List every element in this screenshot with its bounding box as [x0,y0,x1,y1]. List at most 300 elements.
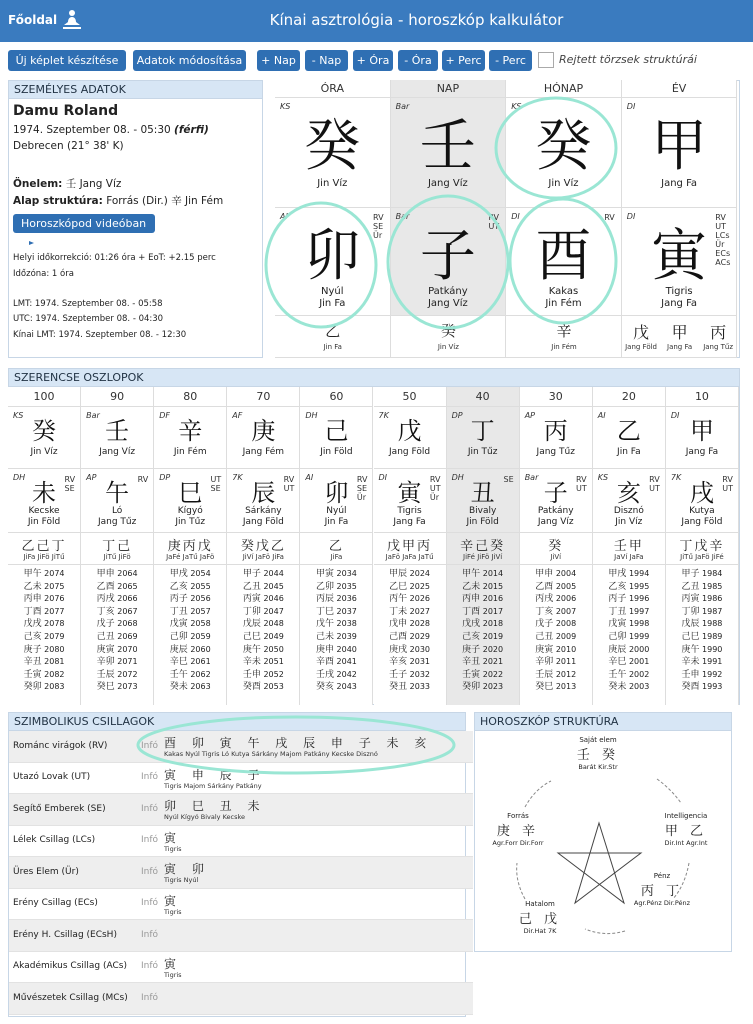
year-cyclic: 乙亥 [169,581,188,592]
year-cyclic: 丁亥 [535,606,554,617]
star-info-link[interactable]: Infó [141,961,159,972]
star-tag: ACs [715,258,731,267]
year-cyclic: 甲戌 [608,569,627,579]
stem-char: 癸 [535,114,592,179]
luck-branch-element: Jin Föld [466,517,499,527]
year-number: 2072 [117,669,138,679]
year-cyclic: 丙申 [462,594,481,605]
year-number: 2044 [263,569,284,578]
time-correction: Helyi időkorrekció: 01:26 óra + EoT: +2.15 perc [13,253,216,263]
star-info-link[interactable]: Infó [141,929,159,940]
structure-chars: 庚 辛 [496,824,540,839]
stars-header: SZIMBOLIKUS CSILLAGOK [9,713,465,731]
luck-age-4: 60 [300,387,373,407]
luck-hidden-labels: JaFé JaTű JaFö [166,553,215,561]
year-number: 2045 [263,581,284,591]
year-cyclic: 壬午 [608,669,627,680]
luck-hidden-labels: JiVí JaFö JiFa [242,553,284,561]
luck-stem-tag: DI [670,411,680,420]
year-cyclic: 丁卯 [681,606,700,617]
luck-stem-tag: AF [232,411,243,420]
highlight-circle [496,98,616,198]
star-name: Románc virágok (RV) [13,740,108,751]
luck-stem-char: 辛 [178,417,203,445]
star-name: Segítő Emberek (SE) [13,803,106,814]
branch-element: Jin Fém [545,298,582,309]
structure-title: Forrás [507,812,529,820]
luck-age-7: 30 [520,387,593,407]
star-tag: SE [64,484,75,493]
luck-hidden-chars: 乙 [328,539,344,554]
year-number: 2023 [482,682,504,692]
star-tag: UT [488,222,500,231]
luck-branch-char: 丑 [470,479,495,507]
year-cyclic: 癸卯 [462,682,481,693]
star-chars: 寅 申 辰 子 [164,767,266,782]
year-cyclic: 辛巳 [169,657,188,668]
luck-branch-char: 寅 [397,479,422,507]
star-animals: Tigris [164,844,182,853]
luck-branch-tag: AI [305,473,314,482]
year-number: 2056 [190,594,211,604]
star-tag: SE [373,222,384,231]
year-cyclic: 丙寅 [242,594,261,605]
luck-hidden-labels: JiFa JiFö JiTű [23,553,65,561]
luck-hidden-chars: 癸戊乙 [240,539,286,554]
year-cyclic: 丙辰 [315,594,334,605]
year-cyclic: 乙酉 [535,581,554,592]
luck-branch-tag: KS [597,473,609,482]
luck-hidden-chars: 丁己 [102,539,133,554]
year-cyclic: 乙酉 [96,581,115,592]
year-number: 1999 [628,632,650,641]
year-number: 2082 [44,669,65,679]
star-name: Erény Csillag (ECs) [13,898,98,909]
luck-hidden-chars: 癸 [548,539,564,554]
year-number: 2063 [190,682,211,692]
year-number: 2001 [628,657,650,667]
plus-hour-button[interactable]: + Óra [353,50,393,71]
year-cyclic: 甲申 [535,569,554,579]
stem-char: 癸 [304,114,361,179]
luck-stem-tag: DF [159,411,170,420]
luck-branch-element: Jin Fa [324,517,349,527]
year-number: 2070 [117,644,138,654]
birth-date-text: 1974. Szeptember 08. - 05:30 [13,124,175,136]
year-number: 1996 [628,594,650,604]
year-cyclic: 癸卯 [23,682,42,693]
structure-sub: Barát Kir.Str [578,763,618,771]
branch-tag: Bar [395,212,410,221]
year-cyclic: 丁丑 [608,606,627,617]
year-cyclic: 庚辰 [608,644,627,655]
star-tag: UT [576,484,587,493]
hidden-label: Jin Fa [323,343,342,351]
year-cyclic: 丁丑 [169,606,188,617]
timezone: Időzóna: 1 óra [13,269,74,279]
star-info-link[interactable]: Infó [141,835,159,846]
sex: (férfi) [174,124,209,136]
hidden-char: 乙 [325,322,341,340]
year-number: 2064 [117,569,138,578]
star-tag: LCs [715,231,730,240]
year-number: 1985 [702,581,723,591]
star-tag: RV [373,213,384,222]
year-number: 1990 [702,644,723,654]
branch-animal: Tigris [665,286,693,297]
modify-data-button[interactable]: Adatok módosítása [133,50,246,71]
year-number: 1994 [628,569,650,578]
luck-branch-element: Jang Föld [681,517,723,527]
year-cyclic: 壬辰 [96,669,115,680]
luck-branch-tag: DH [13,473,26,482]
year-cyclic: 丁亥 [96,606,115,617]
star-name: Lélek Csillag (LCs) [13,835,96,846]
star-info-link[interactable]: Infó [141,866,159,877]
luck-branch-tag: AP [86,473,97,482]
branch-char: 酉 [535,224,592,289]
luck-stem-label: Jang Föld [389,447,431,457]
luck-header: SZERENCSE OSZLOPOK [9,369,739,387]
star-tag: RV [649,475,660,484]
year-cyclic: 辛丑 [462,657,481,668]
self-element-value: 壬 Jang Víz [65,178,122,190]
year-cyclic: 戊戌 [462,619,481,630]
star-tag: Ür [429,493,439,502]
year-number: 2005 [555,581,577,591]
stem-tag: Bar [395,102,410,111]
year-number: 1998 [628,619,650,629]
year-number: 2017 [482,606,504,616]
highlight-circle [388,196,508,328]
year-cyclic: 癸未 [608,682,627,693]
stem-char: 甲 [651,114,708,179]
luck-branch-element: Jang Tűz [97,517,137,527]
year-cyclic: 己卯 [608,632,627,642]
star-chars: 酉 卯 寅 午 戌 辰 申 子 未 亥 [164,736,433,750]
year-number: 2052 [263,669,284,679]
luck-branch-element: Jang Víz [537,517,574,527]
luck-stem-char: 乙 [616,417,641,445]
year-cyclic: 己酉 [389,632,408,642]
year-cyclic: 辛亥 [389,657,408,668]
branch-element: Jin Fa [319,298,346,309]
luck-stem-label: Jin Víz [30,447,58,457]
year-number: 2049 [263,632,284,641]
star-tag: RV [722,475,733,484]
structure-sub: Agr.Pénz Dir.Pénz [633,899,691,907]
year-number: 2040 [336,644,357,654]
year-cyclic: 庚子 [23,644,42,655]
person-name: Damu Roland [13,103,119,119]
star-chars: 寅 [164,830,183,845]
star-tag: Ür [356,493,367,502]
luck-age-1: 90 [81,387,154,407]
luck-branch-element: Jin Tűz [175,517,206,527]
branch-tag: DI [626,212,636,221]
star-name: Utazó Lovak (UT) [13,772,91,783]
luck-branch-element: Jang Fa [393,517,426,527]
year-number: 1992 [702,669,723,679]
minus-hour-button[interactable]: - Óra [398,50,438,71]
branch-animal: Patkány [428,286,468,297]
stem-tag: KS [511,102,522,111]
year-number: 2022 [482,669,504,679]
luck-age-5: 50 [374,387,447,407]
luck-stem-label: Jin Föld [320,447,353,457]
year-cyclic: 丁酉 [462,606,481,617]
luck-stem-char: 己 [324,417,349,445]
year-number: 2048 [263,619,284,629]
utc: UTC: 1974. Szeptember 08. - 04:30 [13,314,164,324]
year-number: 1988 [702,619,723,629]
luck-stem-label: Jang Fa [685,447,719,457]
year-number: 2046 [263,594,284,604]
year-cyclic: 戊午 [315,619,334,630]
luck-branch-animal: Ló [111,506,123,516]
year-cyclic: 壬寅 [462,669,481,680]
chinese-lmt: Kínai LMT: 1974. Szeptember 08. - 12:30 [13,330,187,340]
plus-day-button[interactable]: + Nap [257,50,300,71]
star-animals: Tigris Majom Sárkány Patkány [164,781,262,790]
year-number: 2081 [44,657,65,667]
star-info-link[interactable]: Infó [141,992,159,1003]
star-info-link[interactable]: Infó [141,740,159,751]
year-cyclic: 丙申 [23,594,42,605]
luck-hidden-labels: JiFé JiFö JiVí [463,553,503,561]
year-number: 2062 [190,669,211,679]
year-cyclic: 壬子 [389,669,408,680]
structure-title: Hatalom [525,900,555,908]
luck-stem-tag: Bar [86,411,100,420]
hidden-char: 癸 [440,322,456,340]
luck-age-9: 10 [666,387,739,407]
year-number: 2053 [263,682,284,692]
star-animals: Kakas Nyúl Tigris Ló Kutya Sárkány Majom Patkány Kecske Disznó [164,750,378,758]
year-number: 2059 [190,632,211,641]
star-tag: RV [283,475,295,484]
plus-minute-button[interactable]: + Perc [442,50,485,71]
year-number: 2015 [482,581,504,591]
star-chars: 寅 卯 [164,862,210,876]
structure-title: Intelligencia [664,812,708,820]
year-number: 2030 [409,644,430,654]
year-number: 1991 [702,657,723,667]
luck-branch-tag: DH [451,473,464,482]
year-number: 2055 [190,581,211,591]
year-cyclic: 己丑 [535,632,554,642]
luck-branch-element: Jin Víz [615,517,643,527]
star-animals: Nyúl Kígyó Bivaly Kecske [164,813,246,821]
structure-chars: 己 戊 [518,912,562,927]
star-tag: UT [715,222,727,231]
year-cyclic: 乙巳 [389,581,408,592]
year-number: 2065 [117,581,138,591]
year-cyclic: 己巳 [242,632,261,642]
star-tag: UT [429,484,441,493]
hidden-label: Jin Víz [437,343,459,351]
year-cyclic: 丁未 [389,606,408,617]
year-cyclic: 庚寅 [535,644,554,655]
year-cyclic: 戊戌 [23,619,42,630]
year-number: 2074 [44,569,65,578]
video-button-label: Horoszkópod videóban [21,217,147,230]
year-cyclic: 壬寅 [23,669,42,680]
luck-age-2: 80 [154,387,227,407]
year-cyclic: 己亥 [462,632,481,642]
year-cyclic: 癸亥 [315,682,334,693]
year-number: 2002 [628,669,650,679]
home-link[interactable]: Főoldal [8,13,58,27]
pillar-head-2: HÓNAP [506,80,622,98]
year-cyclic: 甲午 [23,569,42,579]
stem-tag: DI [626,102,636,111]
star-tag: SE [356,484,368,493]
luck-branch-element: Jin Föld [27,517,61,527]
star-info-link[interactable]: Infó [141,803,159,814]
star-tag: SE [210,484,221,493]
luck-stem-char: 丁 [470,417,495,445]
star-chars: 寅 [164,956,183,971]
hidden-char: 戊 [633,323,650,342]
year-number: 2016 [482,594,504,604]
star-tag: RV [64,475,76,484]
year-number: 2078 [44,619,65,629]
hidden-structures-label: Rejtett törzsek struktúrái [559,53,697,66]
luck-branch-char: 卯 [324,479,349,507]
year-cyclic: 辛卯 [535,657,554,668]
luck-branch-animal: Kecske [28,506,60,516]
luck-branch-char: 子 [543,479,568,507]
luck-branch-char: 亥 [616,479,641,507]
highlight-circle [266,203,376,327]
luck-stem-tag: AI [597,411,606,420]
hidden-label: Jin Fém [551,343,577,351]
luck-branch-tag: DP [159,473,171,482]
luck-hidden-labels: JiVí [550,553,562,561]
year-cyclic: 乙亥 [608,581,627,592]
year-cyclic: 戊子 [535,619,554,630]
year-cyclic: 壬午 [169,669,188,680]
year-cyclic: 丙戌 [96,594,115,605]
minus-day-button[interactable]: - Nap [305,50,348,71]
year-number: 2028 [409,619,430,629]
branch-element: Jang Víz [427,298,468,309]
luck-stem-label: Jang Fém [242,447,285,457]
year-cyclic: 庚申 [315,644,334,655]
year-cyclic: 甲辰 [389,569,408,579]
structure-chars: 壬 癸 [576,748,620,763]
year-number: 2060 [190,644,211,654]
year-cyclic: 庚子 [462,644,481,655]
year-number: 2067 [117,606,138,616]
star-chars: 卯 巳 丑 未 [164,799,266,813]
year-number: 2075 [44,581,65,591]
year-number: 2019 [482,632,504,641]
year-cyclic: 壬辰 [535,669,554,680]
year-cyclic: 乙卯 [315,581,334,592]
structure-chars: 甲 乙 [664,824,708,839]
star-info-link[interactable]: Infó [141,772,159,783]
luck-branch-char: 巳 [178,479,203,507]
luck-hidden-labels: JaVí JaFa [614,553,644,561]
luck-stem-tag: DH [305,411,318,420]
year-number: 2057 [190,606,211,616]
birth-place: Debrecen (21° 38' K) [13,140,124,152]
year-cyclic: 甲子 [681,569,700,579]
star-name: Akadémikus Csillag (ACs) [13,961,127,972]
year-number: 2011 [555,657,577,667]
year-number: 2058 [190,619,211,629]
luck-stem-label: Jin Fa [617,447,641,457]
star-tag: UT [210,475,222,484]
star-animals: Tigris Nyúl [164,876,199,884]
pillar-head-0: ÓRA [275,80,391,98]
year-number: 2021 [482,657,504,667]
star-chars: 寅 [164,893,183,908]
luck-stem-label: Jang Tűz [536,447,575,457]
luck-branch-tag: 7K [232,473,243,482]
new-chart-button[interactable]: Új képlet készítése [8,50,126,71]
year-number: 2010 [555,644,577,654]
year-number: 2079 [44,632,65,641]
hidden-char: 甲 [671,323,688,342]
luck-branch-tag: Bar [524,473,539,482]
year-cyclic: 辛巳 [608,657,627,668]
luck-branch-animal: Patkány [537,506,574,516]
year-cyclic: 己巳 [681,632,700,642]
year-number: 1997 [628,606,650,616]
hidden-char: 辛 [556,322,572,340]
minus-minute-button[interactable]: - Perc [489,50,532,71]
star-tag: RV [137,475,149,484]
year-number: 2013 [555,682,577,692]
luck-hidden-chars: 丁戊辛 [679,539,725,554]
stem-label: Jang Fa [661,178,698,189]
luck-stem-tag: DP [451,411,463,420]
luck-branch-char: 戌 [689,479,714,507]
year-number: 2018 [482,619,504,629]
luck-hidden-chars: 辛己癸 [460,539,506,554]
year-cyclic: 甲申 [96,569,115,579]
pillar-head-3: ÉV [622,80,738,98]
luck-branch-animal: Kutya [689,506,715,516]
luck-branch-tag: 7K [670,473,682,482]
year-cyclic: 戊子 [96,619,115,630]
star-tag: Ür [373,231,383,240]
star-tag: UT [283,484,295,493]
year-number: 2027 [409,606,430,616]
year-number: 2066 [117,594,138,604]
year-cyclic: 庚辰 [169,644,188,655]
star-tag: RV [715,213,726,222]
year-number: 2041 [336,657,357,667]
year-cyclic: 丁酉 [23,606,42,617]
star-tag: RV [356,475,368,484]
year-cyclic: 癸酉 [681,682,700,693]
year-cyclic: 戊辰 [242,619,261,630]
year-cyclic: 癸丑 [389,682,408,693]
star-tag: ECs [715,249,731,258]
luck-hidden-labels: JiTű JaFö JiFé [680,553,724,561]
year-number: 2004 [555,569,577,578]
year-cyclic: 丁卯 [242,606,261,617]
year-number: 2034 [336,569,357,578]
year-number: 2069 [117,632,138,641]
star-info-link[interactable]: Infó [141,898,159,909]
luck-branch-char: 辰 [251,479,276,507]
structure-sub: Agr.Forr Dir.Forr [492,839,544,847]
